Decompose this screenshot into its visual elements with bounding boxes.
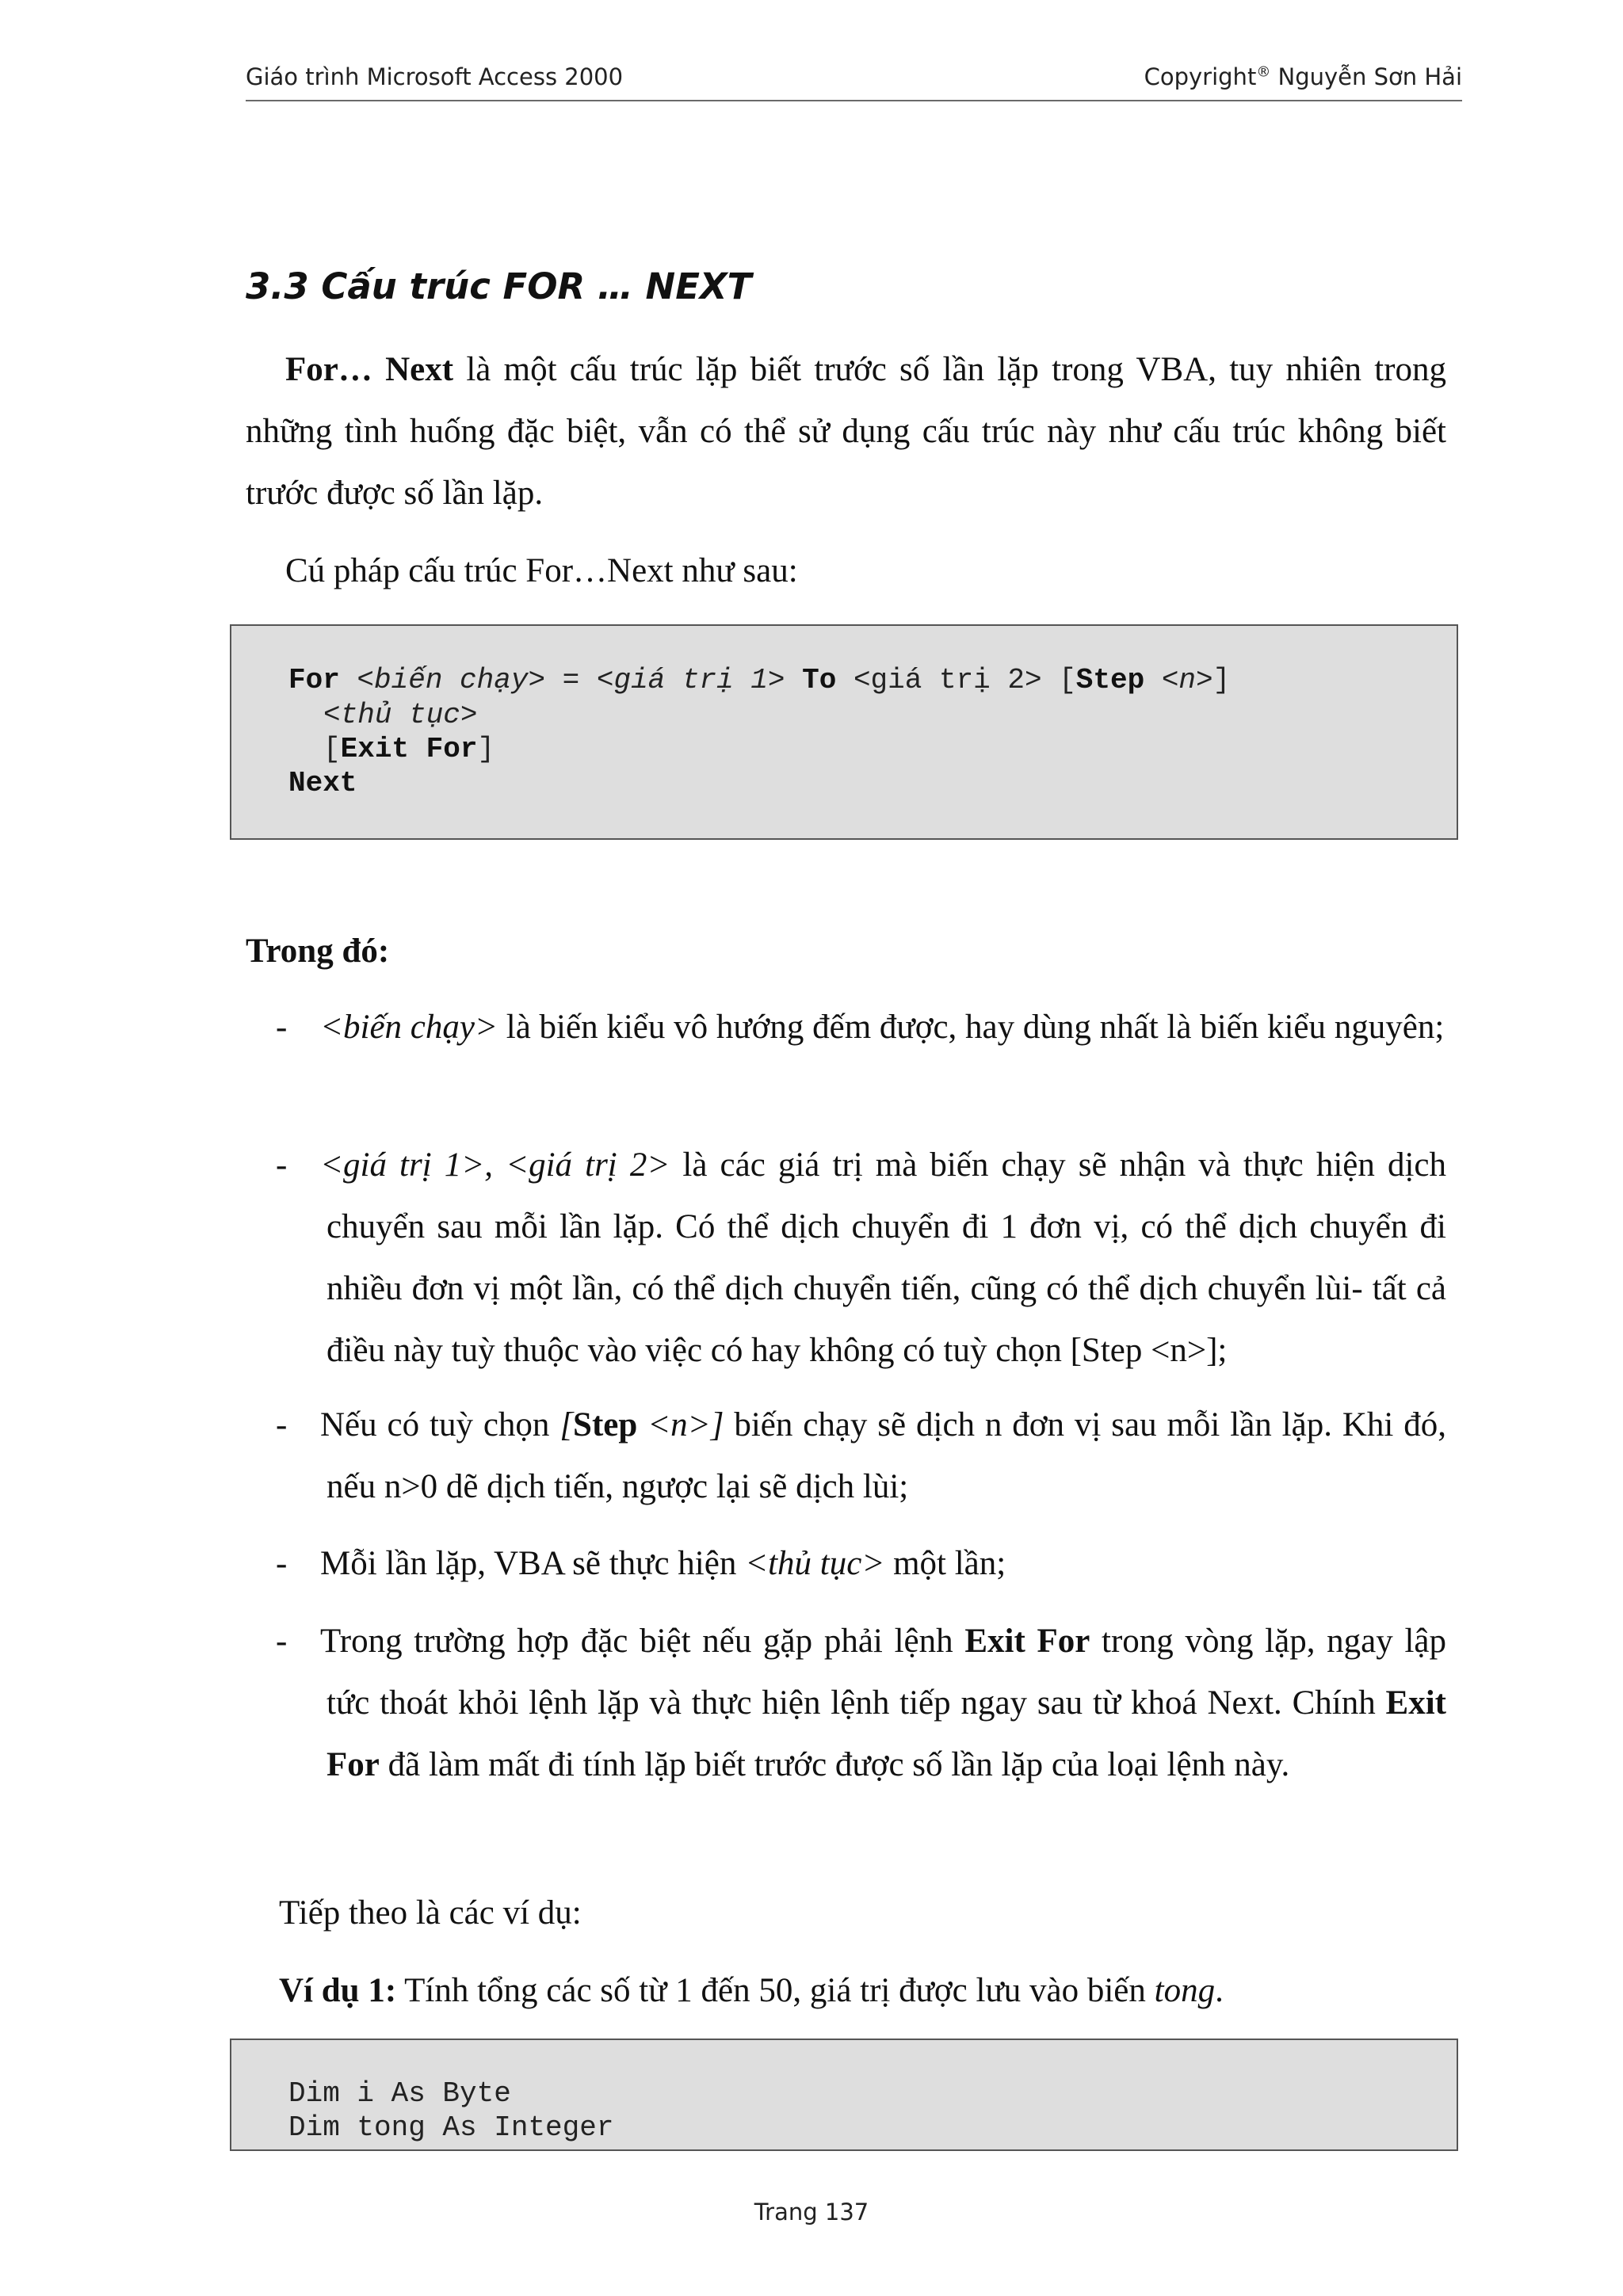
syntax-bracket-close: ] — [1212, 664, 1231, 696]
bullet-text — [320, 1611, 1446, 1796]
copyright-label: Copyright — [1144, 63, 1257, 90]
syntax-code-box — [230, 624, 1458, 840]
syntax-procedure: <thủ tục> — [323, 699, 478, 731]
header-title: Giáo trình Microsoft Access 2000 — [246, 63, 624, 90]
page-header — [246, 63, 1462, 101]
example-1-heading — [279, 1960, 1224, 2022]
intro-paragraph — [246, 339, 1446, 524]
bullet-desc: một lần; — [884, 1545, 1006, 1582]
syntax-line-2 — [323, 699, 477, 731]
example-code-box — [230, 2039, 1458, 2151]
bullet-param: <n>] — [637, 1406, 724, 1444]
bullet-pre: Mỗi lần lặp, VBA sẽ thực hiện — [320, 1545, 746, 1582]
kw-exit-for: Exit For — [340, 733, 478, 765]
bullet-text — [320, 997, 1446, 1058]
bullet-pre: Nếu có tuỳ chọn — [320, 1406, 560, 1444]
intro-text: là một cấu trúc lặp biết trước số lần lặp trong VBA, tuy nhiên trong những tình huống đặc biệt, vẫn có thể sử dụng cấu trúc này như cấu trúc không biết trước được số lần lặp. — [246, 351, 1446, 512]
bullet-desc: là các giá trị mà biến chạy sẽ nhận và thực hiện dịch chuyển sau mỗi lần lặp. Có thể dịch chuyển đi 1 đơn vị, có thể dịch chuyển đi nhiều đơn vị một lần, có thể dịch chuyển tiến, cũng có thể dịch chuyển lùi- tất cả điều này tuỳ thuộc vào việc có hay không có tuỳ chọn [Step <n>]; — [327, 1146, 1446, 1369]
section-title: 3.3 Cấu trúc FOR … NEXT — [246, 265, 752, 307]
syntax-var: <biến chạy> — [357, 664, 546, 696]
bullet-term: <giá trị 1>, <giá trị 2> — [320, 1146, 670, 1184]
syntax-line-3 — [323, 733, 495, 765]
syntax-intro: Cú pháp cấu trúc For…Next như sau: — [285, 552, 798, 589]
kw-next: Next — [288, 767, 357, 799]
bullet-keyword: Exit For — [964, 1623, 1090, 1660]
syntax-line-4 — [288, 767, 357, 799]
syntax-eq: = — [545, 664, 597, 696]
bracket-open: [ — [323, 733, 341, 765]
kw-step: Step — [1075, 664, 1145, 696]
syntax-n: <n> — [1161, 664, 1213, 696]
bullet-desc: là biến kiểu vô hướng đếm được, hay dùng nhất là biến kiểu nguyên; — [498, 1009, 1445, 1046]
bullet-dash: - — [276, 1623, 288, 1660]
example-text: Tính tổng các số từ 1 đến 50, giá trị được lưu vào biến — [396, 1972, 1155, 2009]
bullet-dash: - — [276, 1146, 288, 1184]
example-label: Ví dụ 1: — [279, 1972, 397, 2009]
bullet-desc: biến chạy sẽ dịch n đơn vị sau mỗi lần lặp. Khi đó, nếu n>0 dẽ dịch tiến, ngược lại sẽ dịch lùi; — [327, 1406, 1446, 1505]
bullet-keyword-2: Exit For — [327, 1684, 1446, 1783]
examples-intro: Tiếp theo là các ví dụ: — [279, 1894, 582, 1932]
example-end: . — [1215, 1972, 1224, 2009]
bullet-text — [320, 1394, 1446, 1518]
bullet-text — [320, 1533, 1446, 1595]
author-name: Nguyễn Sơn Hải — [1270, 63, 1462, 90]
bullet-term: <thủ tục> — [745, 1545, 885, 1582]
bracket-close: ] — [477, 733, 495, 765]
bullet-desc: đã làm mất đi tính lặp biết trước được số lần lặp của loại lệnh này. — [379, 1746, 1290, 1783]
bullet-bracket: [ — [559, 1406, 574, 1444]
kw-to: To — [802, 664, 837, 696]
bullet-dash: - — [276, 1545, 288, 1582]
bullet-keyword: Step — [573, 1406, 638, 1444]
bullet-mid: trong vòng lặp, ngay lập tức thoát khỏi lệnh lặp và thực hiện lệnh tiếp ngay sau từ khoá Next. Chính — [327, 1623, 1446, 1722]
syntax-line-1 — [288, 664, 1230, 696]
bullet-pre: Trong trường hợp đặc biệt nếu gặp phải lệnh — [320, 1623, 965, 1660]
bullet-term: <biến chạy> — [320, 1009, 498, 1046]
header-copyright — [1144, 63, 1462, 90]
where-label: Trong đó: — [246, 933, 390, 970]
code-line-2: Dim tong As Integer — [288, 2111, 614, 2144]
bullet-dash: - — [276, 1406, 288, 1444]
intro-keyword: For… Next — [285, 351, 454, 388]
kw-for: For — [288, 664, 340, 696]
registered-mark: ® — [1256, 63, 1271, 81]
example-var: tong — [1154, 1972, 1216, 2009]
bullet-text — [320, 1135, 1446, 1382]
page-number: Trang 137 — [754, 2199, 869, 2225]
code-line-1: Dim i As Byte — [288, 2077, 511, 2110]
syntax-value1: <giá trị 1> — [596, 664, 785, 696]
bullet-dash: - — [276, 1009, 288, 1046]
syntax-value2: <giá trị 2> [ — [836, 664, 1076, 696]
